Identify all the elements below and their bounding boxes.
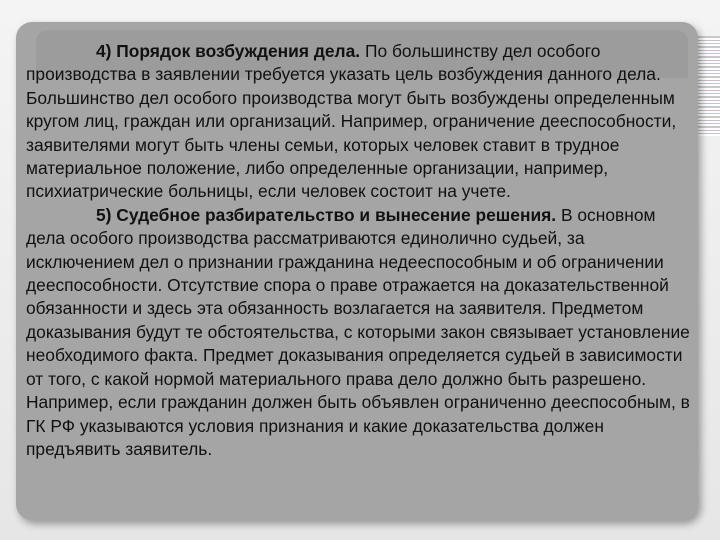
- paragraph-trial-and-decision: [26, 204, 698, 461]
- paragraph-heading: 5) Судебное разбирательство и вынесение решения.: [96, 204, 557, 225]
- slide-text: [26, 40, 698, 461]
- paragraph-body: В основном дела особого производства рассматриваются единолично судьей, за исключением дел о признании гражданина недееспособным и об ограничении дееспособности. Отсутствие спора о праве отражается на доказательственной обязанности и здесь эта обязанность возлагается на заявителя. Предметом доказывания будут те обстоятельства, с которыми закон связывает установление необходимого факта. Предмет доказывания определяется судьей в зависимости от того, с какой нормой материального права дело должно быть разрешено. Например, если гражданин должен быть объявлен ограниченно дееспособным, в ГК РФ указываются условия признания и какие доказательства должен предъявить заявитель.: [26, 204, 690, 459]
- paragraph-body: По большинству дел особого производства в заявлении требуется указать цель возбуждения данного дела. Большинство дел особого производства могут быть возбуждены определенным кругом лиц, граждан или организаций. Например, ограничение дееспособности, заявителями могут быть члены семьи, которых человек ставит в трудное материальное положение, либо определенные организации, например, психиатрические больницы, если человек состоит на учете.: [26, 41, 677, 202]
- paragraph-case-initiation: [26, 40, 698, 204]
- paragraph-heading: 4) Порядок возбуждения дела.: [96, 41, 361, 61]
